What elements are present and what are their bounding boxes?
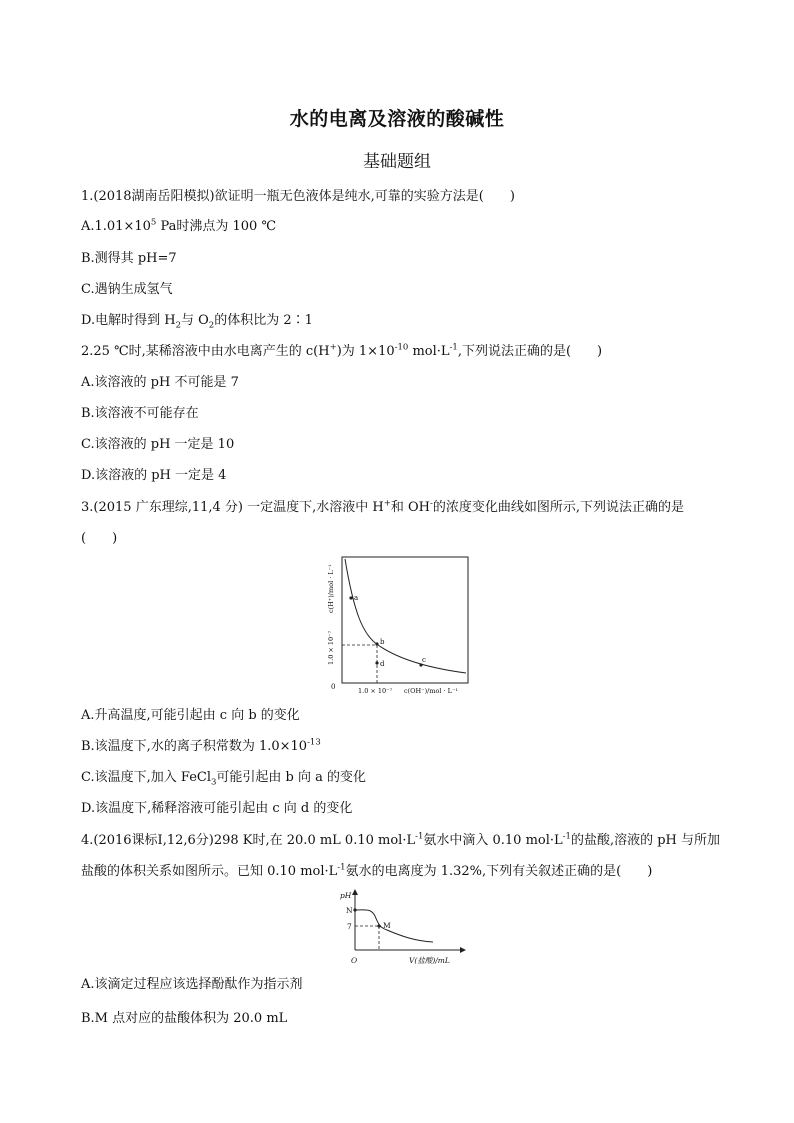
q4-ylabel: pH xyxy=(340,891,352,900)
q3-xtick-label: 1.0 × 10⁻⁷ xyxy=(358,687,393,695)
q3-xlabel: c(OH⁻)/mol · L⁻¹ xyxy=(404,687,459,695)
q3-ytick-label: 1.0 × 10⁻⁷ xyxy=(327,630,335,665)
q2-option-b: B.该溶液不可能存在 xyxy=(81,406,199,421)
q2-option-c: C.该溶液的 pH 一定是 10 xyxy=(81,437,235,452)
q3-figure xyxy=(318,553,478,698)
q4-stem-line2: 盐酸的体积关系如图所示。已知 0.10 $mol\cdot L^{-1}$氨水的电离度为 1.32%,下列有关叙述正确的是( ) xyxy=(81,862,653,879)
q3-stem: 3.(2015 广东理综,11,4 分) 一定温度下,水溶液中 H+和 OH-的浓度变化曲线如图所示,下列说法正确的是 xyxy=(81,498,684,515)
q2-option-a: A.该溶液的 pH 不可能是 7 xyxy=(81,375,239,390)
q1-stem: 1.(2018湖南岳阳模拟)欲证明一瓶无色液体是纯水,可靠的实验方法是( ) xyxy=(81,189,515,204)
q4-figure xyxy=(335,886,470,968)
q4-stem-line1: 4.(2016课标Ⅰ,12,6分)298 K时,在 20.0 mL 0.10 $mol\cdot L^{-1}$氨水中滴入 0.10 $mol\cdot L^{-1}$的盐酸,溶液的 pH 与所加 xyxy=(81,831,721,848)
q3-ylabel: c(H⁺)/mol · L⁻¹ xyxy=(327,564,335,613)
q3-point-a xyxy=(349,596,352,599)
q4-option-a: A.该滴定过程应该选择酚酞作为指示剂 xyxy=(81,977,303,992)
q3-origin: 0 xyxy=(331,683,336,691)
section-title: 基础题组 xyxy=(363,152,431,172)
q3-label-b: b xyxy=(380,638,385,646)
q3-option-a: A.升高温度,可能引起由 c 向 b 的变化 xyxy=(81,708,300,723)
q4-point-m xyxy=(377,924,380,927)
q4-origin: O xyxy=(351,956,358,965)
q3-answer-paren: ( ) xyxy=(81,531,118,546)
q4-label-m: M xyxy=(383,921,391,930)
q1-option-d: D.电解时得到 $H_2$与 $O_2$的体积比为 2∶1 xyxy=(81,313,313,331)
q1-option-c: C.遇钠生成氢气 xyxy=(81,282,173,297)
q3-option-c: C.该温度下,加入 FeCl$_3$可能引起由 b 向 a 的变化 xyxy=(81,770,367,788)
q3-figure-frame xyxy=(342,557,468,683)
q3-option-d: D.该温度下,稀释溶液可能引起由 c 向 d 的变化 xyxy=(81,801,353,816)
q3-label-c: c xyxy=(422,656,426,664)
q3-curve xyxy=(345,559,466,673)
q2-option-d: D.该溶液的 pH 一定是 4 xyxy=(81,468,227,483)
q3-point-d xyxy=(375,661,378,664)
q3-point-b xyxy=(375,642,378,645)
q4-option-b: B.M 点对应的盐酸体积为 20.0 mL xyxy=(81,1011,288,1026)
q4-label-n: N xyxy=(346,906,353,915)
q3-option-b: B.该温度下,水的离子积常数为 $1.0\times 10^{-13}$ xyxy=(81,737,321,754)
q4-point-n xyxy=(353,908,356,911)
q3-label-d: d xyxy=(380,660,385,668)
q3-label-a: a xyxy=(354,594,359,602)
q4-xlabel: V(盐酸)/mL xyxy=(409,956,450,965)
page-title: 水的电离及溶液的酸碱性 xyxy=(289,108,505,130)
q1-option-b: B.测得其 pH=7 xyxy=(81,251,177,266)
q1-option-a: $A.1.01\times 10^5$ Pa时沸点为 100 ℃ xyxy=(81,217,276,234)
q2-stem: 2.25 ℃时,某稀溶液中由水电离产生的 c(H+)为 $1\times 10^{-10}$ $mol\cdot L^{-1}$,下列说法正确的是( ) xyxy=(81,342,603,359)
q4-ytick-7: 7 xyxy=(347,922,352,931)
